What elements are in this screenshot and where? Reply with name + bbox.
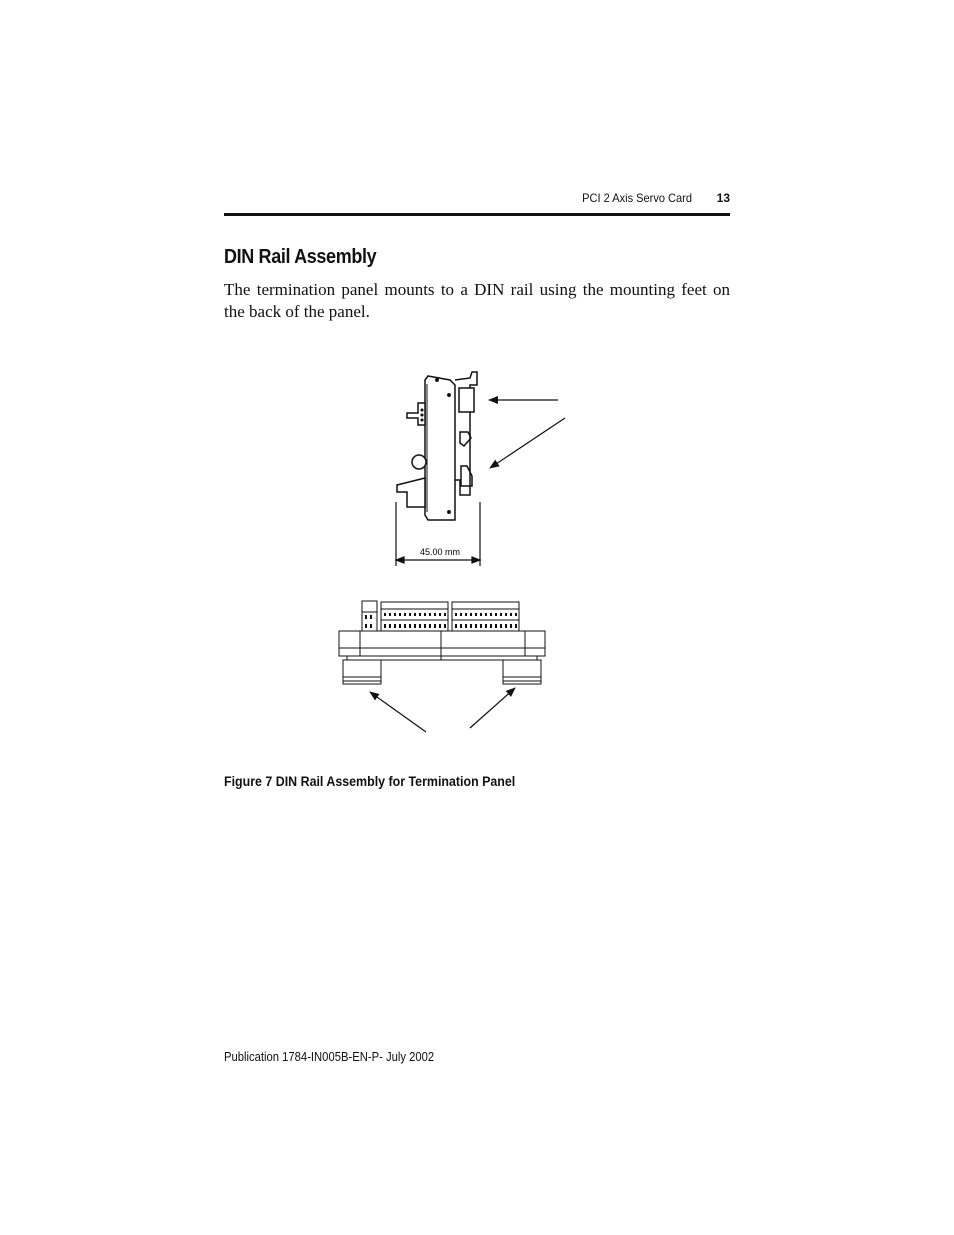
- dimension-label: 45.00 mm: [419, 547, 461, 557]
- callout-arrow: [490, 418, 565, 468]
- panel-side-view: [397, 372, 477, 520]
- din-rail-figure: [330, 360, 570, 740]
- page-number: 13: [716, 191, 730, 205]
- callout-arrow: [370, 692, 426, 732]
- publication-footer: Publication 1784-IN005B-EN-P- July 2002: [224, 1050, 435, 1064]
- section-body: The termination panel mounts to a DIN rail using the mounting feet on the back of the panel.: [224, 280, 730, 321]
- header-rule: [224, 213, 730, 216]
- callout-arrow: [470, 688, 515, 728]
- panel-front-view: [339, 601, 545, 684]
- header-title: PCI 2 Axis Servo Card: [582, 191, 692, 205]
- figure-caption: Figure 7 DIN Rail Assembly for Termination Panel: [224, 774, 516, 789]
- section-title: DIN Rail Assembly: [224, 246, 377, 268]
